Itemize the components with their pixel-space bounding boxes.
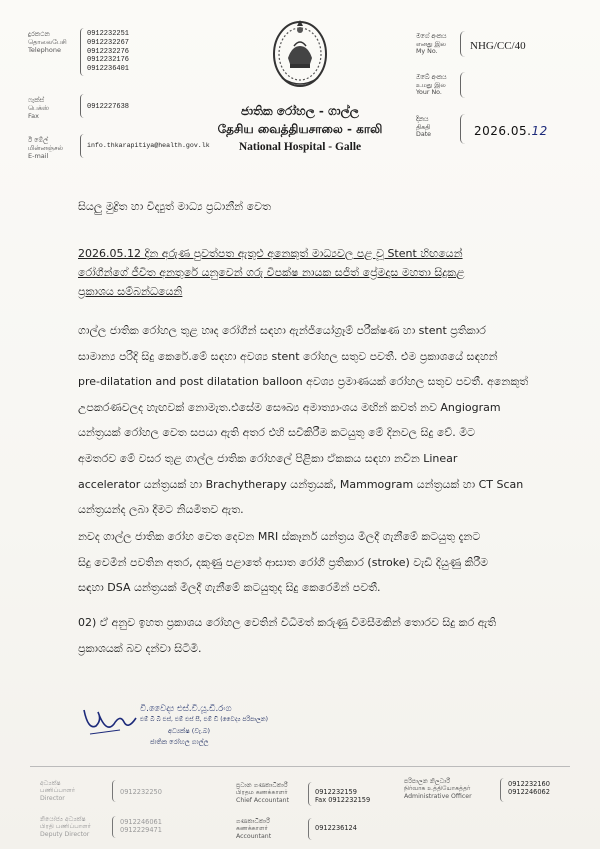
footer-admin-officer-brace (500, 778, 505, 802)
sri-lanka-emblem-icon (268, 12, 332, 92)
date-label: දිනය திகதி Date (416, 116, 432, 139)
signatory-name: වි.වෛද්‍ය එස්.වි.යූ.ඩී.රංග (140, 704, 232, 714)
paragraph-2: නවද ගාල්ල ජාතික රෝහ වෙත දෙවන MRI ස්කෑනර් යන්ත්‍රය මිලදී ගැනීමේ කටයුතු දැනට සිදු වෙමින් පවතින අතර, දකුණු පළාතේ ආඝාත රෝගී ප්‍රතිකාර (stroke) වැඩි දියුණු කිරීම සඳහා DSA යන්ත්‍රයක් මිලදී ගැනීමේ කටයුතුද සිදු කෙරෙමින් පවතී. (78, 530, 489, 595)
email-address: info.thkarapitiya@health.gov.lk (87, 142, 210, 149)
hospital-name-tamil: தேசிய வைத்தியசாலை - காலி (217, 122, 383, 136)
date-value: 2026.05.12 (474, 124, 548, 138)
footer-admin-officer-label: පරිපාලන නිලධාරී நிர்வாக உத்தியோகத்தர் Administrative Officer (404, 778, 472, 800)
my-no-brace (460, 31, 466, 57)
footer-chief-accountant-brace (308, 782, 313, 806)
footer-deputy-brace (112, 816, 117, 838)
subject: 2026.05.12 දින අරුණ පුවත්පත ඇතුළු අනෙකුත් මාධ්‍යවල පළ වූ Stent හිඟයෙන් රෝගීන්ගේ ජීවිත අනතුරේ යනුවෙන් ගරු විපක්ෂ නායක සජිත් ප්‍රේමදාස මහතා සිදුකළ ප්‍රකාශය සම්බන්ධයෙනි (78, 247, 465, 298)
footer-accountant-number: 0912236124 (315, 824, 357, 832)
signatory-qualifications: එම් බී බී එස්, එම් එස් සී, එම් ඩී (වෛද්‍ය පරිපාලන) (140, 716, 268, 723)
signatory-hospital: ජාතික රෝහල ගාල්ල (150, 738, 209, 746)
hospital-name-english: National Hospital - Galle (238, 141, 362, 153)
paragraph-1: ගාල්ල ජාතික රෝහල තුළ හෘද රෝගීන් සඳහා ඇන්ජියෝග්‍රෑම් පරීක්ෂණ හා stent ප්‍රතිකාර සාමාන්‍ය පරිදි සිදු කෙරේ.මේ සඳහා අවශ්‍ය stent රෝහල සතුව පවතී. එම ප්‍රකාශයේ සඳහන් pre-dilatation and post dilatation balloon අවශ්‍ය ප්‍රමාණයක් රෝහල සතුව පවතී. අනෙකුත් උපකරණවලද හැඟවක් නොමැත.එසේම සෞඛ්‍ය අමාත්‍යාංශය මඟින් කවත් නව Angiogram යන්ත්‍රයක් රෝහල වෙත සපයා ඇති අතර එහි සවිකිරීම කටයුතු මේ දිනවල සිදු වේ. මීට අමතරව මේ වසර තුළ ගාල්ල ජාතික රෝහලේ පිළිකා ඒකකය සඳහා නවීන Linear accelerator යන්ත්‍රයක් හා Brachytherapy යන්ත්‍රයක්, Mammogram යන්ත්‍රයක් හා CT Scan යන්ත්‍රයන්ද ලබා දීමට නියමිතව ඇත. (78, 324, 529, 517)
fax-label: ෆැක්ස් பெக்ஸ் Fax (28, 96, 50, 120)
my-no-value: NHG/CC/40 (470, 40, 526, 52)
telephone-label: දුරකථන தொலைபேசி Telephone (28, 30, 67, 54)
footer-chief-accountant-numbers: 0912232159 Fax 0912232159 (315, 788, 371, 804)
hospital-name-sinhala: ජාතික රෝහල - ගාල්ල (241, 104, 359, 118)
footer-deputy-label: නියෝජ්‍ය අධ්‍යක්ෂ பிரதி பணிப்பாளர் Deputy Director (40, 816, 91, 838)
footer-chief-accountant-label: ප්‍රධාන ගණකාධිකාරී பிரதம கணக்காளர் Chief Accountant (236, 782, 290, 804)
addressee: සියලු මුද්‍රිත හා විද්‍යුත් මාධ්‍ය ප්‍රධානීන් වෙත (78, 200, 271, 213)
signatory-title: අධ්‍යක්ෂ (වැ.බ) (168, 727, 211, 735)
footer-divider (30, 766, 570, 767)
email-label: ඊ මේල් மின்னஞ்சல் E-mail (28, 136, 63, 160)
footer-director-brace (112, 780, 117, 802)
footer-director-number: 0912232250 (120, 788, 162, 796)
footer-admin-officer-numbers: 0912232160 0912246062 (508, 780, 550, 796)
fax-number: 0912227638 (87, 103, 130, 111)
handwritten-signature-icon (80, 700, 140, 740)
footer-accountant-brace (308, 818, 313, 840)
telephone-numbers: 0912232251 0912232267 0912232276 0912232176 0912236401 (87, 30, 130, 74)
your-no-label: ඔබේ අංකය உமது இல Your No. (416, 74, 447, 97)
my-no-label: මගේ අංකය எனது இல My No. (416, 33, 447, 56)
footer-accountant-label: ගණකාධිකාරී கணக்காளர் Accountant (236, 818, 272, 840)
date-brace (460, 114, 466, 144)
date-handwritten-day: 12 (531, 124, 548, 138)
footer-director-label: අධ්‍යක්ෂ பணிப்பாளர் Director (40, 780, 76, 802)
your-no-brace (460, 72, 466, 98)
footer-deputy-numbers: 0912246061 0912229471 (120, 818, 162, 834)
paragraph-3: 02) ඒ අනුව ඉහත ප්‍රකාශය රෝහල වෙතින් විධිමත් කරුණු විමසීමකින් තොරව සිදු කර ඇති ප්‍රකාශයක් බව දන්වා සිටිමි. (78, 616, 497, 655)
telephone-brace (80, 28, 85, 76)
